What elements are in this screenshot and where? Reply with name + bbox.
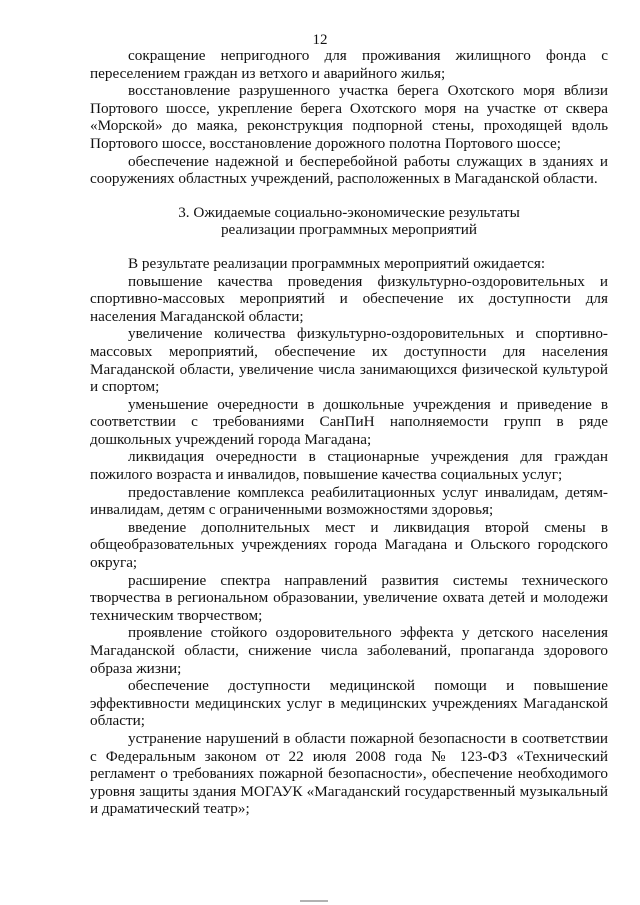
- paragraph-sports-quality: повышение качества проведения физкультурно-оздоровительных и спортивно-массовых мероприятий и обеспечение их доступности для населения Магаданской области;: [90, 272, 608, 325]
- section-heading-line-1: 3. Ожидаемые социально-экономические результаты: [178, 203, 520, 221]
- paragraph-technical-creativity: расширение спектра направлений развития системы технического творчества в региональном образовании, увеличение охвата детей и молодежи техническим творчеством;: [90, 571, 608, 624]
- paragraph-intro: В результате реализации программных мероприятий ожидается:: [128, 254, 546, 272]
- paragraph-rehabilitation: предоставление комплекса реабилитационных услуг инвалидам, детям-инвалидам, детям с ограниченными возможностями здоровья;: [90, 483, 608, 519]
- section-heading: [90, 204, 608, 239]
- paragraph-housing: сокращение непригодного для проживания жилищного фонда с переселением граждан из ветхого и аварийного жилья;: [90, 47, 608, 82]
- paragraph-preschool: уменьшение очередности в дошкольные учреждения и приведение в соответствии с требованиями СанПиН наполняемости групп в ряде дошкольных учреждений города Магадана;: [90, 395, 608, 448]
- paragraph-health-effect: проявление стойкого оздоровительного эффекта у детского населения Магаданской области, снижение числа заболеваний, пропаганда здорового образа жизни;: [90, 624, 608, 677]
- scan-mark: [300, 900, 328, 902]
- paragraph-medical-access: обеспечение доступности медицинской помощи и повышение эффективности медицинских услуг в медицинских учреждениях Магаданской области;: [90, 677, 608, 730]
- section-heading-line-2: реализации программных мероприятий: [220, 221, 478, 239]
- paragraph-elderly: ликвидация очередности в стационарные учреждения для граждан пожилого возраста и инвалидов, повышение качества социальных услуг;: [90, 448, 608, 484]
- paragraph-school-places: введение дополнительных мест и ликвидация второй смены в общеобразовательных учреждениях города Магадана и Ольского городского округа;: [90, 518, 608, 572]
- paragraph-sports-quantity: увеличение количества физкультурно-оздоровительных и спортивно-массовых мероприятий, обеспечение их доступности для населения Магаданской области, увеличение числа занимающихся физической культурой и спортом;: [90, 325, 608, 396]
- page-number: 12: [312, 32, 328, 48]
- document-body: [90, 47, 608, 818]
- paragraph-shore-restoration: восстановление разрушенного участка берега Охотского моря вблизи Портового шоссе, укрепление берега Охотского моря на участке от сквера «Морской» до маяка, реконструкция подпорной стены, проходящей вдоль Портового шоссе, восстановление дорожного полотна Портового шоссе;: [90, 82, 608, 152]
- paragraph-fire-safety: устранение нарушений в области пожарной безопасности в соответствии с Федеральным законом от 22 июля 2008 года № 123-ФЗ «Технический регламент о требованиях пожарной безопасности», обеспечение необходимого уровня защиты здания МОГАУК «Магаданский государственный музыкальный и драматический театр»;: [90, 729, 608, 818]
- paragraph-regional-buildings: обеспечение надежной и бесперебойной работы служащих в зданиях и сооружениях областных учреждений, расположенных в Магаданской области.: [90, 152, 608, 188]
